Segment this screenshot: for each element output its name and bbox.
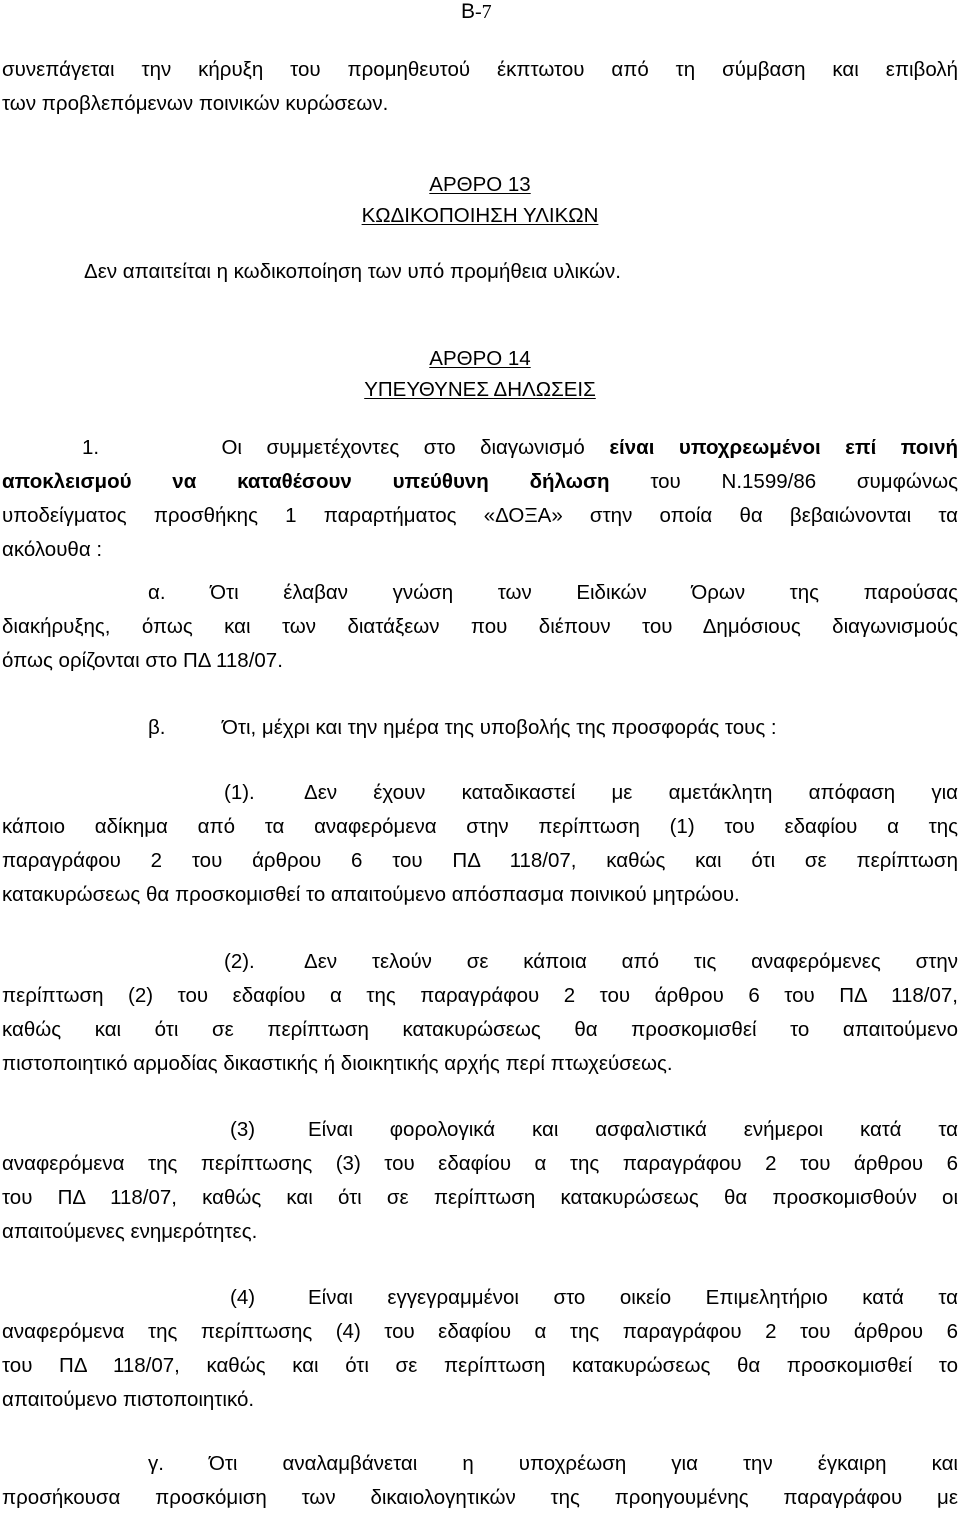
sub-item-1 — [2, 776, 958, 912]
sub-item-line: καθώς και ότι σε περίπτωση κατακυρώσεως θα προσκομισθεί το απαιτούμενο — [2, 1018, 958, 1041]
clause-line: διακήρυξης, όπως και των διατάξεων που διέπουν του Δημόσιους διαγωνισμούς — [2, 615, 958, 638]
bold-text: είναι υποχρεωμένοι επί ποινή — [609, 436, 959, 459]
clause-label: β. — [148, 716, 166, 739]
article-13-text: Δεν απαιτείται η κωδικοποίηση των υπό προμήθεια υλικών. — [84, 260, 621, 283]
clause-alpha — [2, 576, 958, 678]
paragraph-text: του Ν.1599/86 συμφώνως — [650, 470, 958, 493]
sub-item-label: (1). — [224, 781, 255, 804]
article-14-subtitle: ΥΠΕΥΘΥΝΕΣ ΔΗΛΩΣΕΙΣ — [364, 378, 596, 401]
sub-item-label: (3) — [230, 1118, 256, 1141]
clause-line: όπως ορίζονται στο ΠΔ 118/07. — [2, 649, 283, 672]
clause-line: γ. Ότι αναλαμβάνεται η υποχρέωση για την έγκαιρη και — [148, 1452, 958, 1475]
sub-item-line: παραγράφου 2 του άρθρου 6 του ΠΔ 118/07, καθώς και ότι σε περίπτωση — [2, 849, 958, 872]
sub-item-line: κατακυρώσεως θα προσκομισθεί το απαιτούμενο απόσπασμα ποινικού μητρώου. — [2, 883, 740, 906]
sub-item-line: αναφερόμενα της περίπτωσης (4) του εδαφίου α της παραγράφου 2 του άρθρου 6 — [2, 1320, 958, 1343]
sub-item-label: (2). — [224, 950, 255, 973]
article-13-title: ΑΡΘΡΟ 13 — [429, 173, 531, 196]
intro-line: των προβλεπόμενων ποινικών κυρώσεων. — [2, 92, 389, 115]
sub-item-line: του ΠΔ 118/07, καθώς και ότι σε περίπτωση κατακυρώσεως θα προσκομισθεί το — [2, 1354, 958, 1377]
page-number: Β-7 — [461, 0, 492, 23]
bold-text: αποκλεισμού να καταθέσουν υπεύθυνη δήλωση — [2, 470, 610, 493]
paragraph-line: υποδείγματος προσθήκης 1 παραρτήματος «ΔΟΞΑ» στην οποία θα βεβαιώνονται τα — [2, 504, 958, 527]
sub-item-line: πιστοποιητικό αρμοδίας δικαστικής ή διοικητικής αρχής περί πτωχεύσεως. — [2, 1052, 673, 1075]
sub-item-line — [2, 1281, 958, 1315]
article-14-title: ΑΡΘΡΟ 14 — [429, 347, 531, 370]
paragraph-number: 1. — [82, 436, 100, 459]
intro-paragraph — [2, 53, 958, 121]
sub-item-text: Δεν τελούν σε κάποια από τις αναφερόμενες στην — [304, 950, 958, 973]
paragraph-line — [2, 465, 958, 499]
clause-beta — [2, 711, 958, 745]
sub-item-line: κάποιο αδίκημα από τα αναφερόμενα στην περίπτωση (1) του εδαφίου α της — [2, 815, 958, 838]
sub-item-label: (4) — [230, 1286, 256, 1309]
sub-item-line: απαιτούμενες ενημερότητες. — [2, 1220, 258, 1243]
article-14-paragraph-1 — [2, 431, 958, 567]
sub-item-line — [2, 945, 958, 979]
clause-line: α. Ότι έλαβαν γνώση των Ειδικών Όρων της παρούσας — [148, 581, 958, 604]
paragraph-text: Οι συμμετέχοντες στο διαγωνισμό — [221, 436, 585, 459]
clause-text: Ότι, μέχρι και την ημέρα της υποβολής της προσφοράς τους : — [222, 716, 777, 739]
clause-gamma — [2, 1447, 958, 1515]
sub-item-line: του ΠΔ 118/07, καθώς και ότι σε περίπτωση κατακυρώσεως θα προσκομισθούν οι — [2, 1186, 958, 1209]
sub-item-line: αναφερόμενα της περίπτωσης (3) του εδαφίου α της παραγράφου 2 του άρθρου 6 — [2, 1152, 958, 1175]
sub-item-3 — [2, 1113, 958, 1249]
clause-line: προσήκουσα προσκόμιση των δικαιολογητικών της προηγουμένης παραγράφου με — [2, 1486, 958, 1509]
sub-item-text: Είναι φορολογικά και ασφαλιστικά ενήμεροι κατά τα — [308, 1118, 958, 1141]
paragraph-line: ακόλουθα : — [2, 538, 103, 561]
sub-item-2 — [2, 945, 958, 1081]
intro-line: συνεπάγεται την κήρυξη του προμηθευτού έκπτωτου από τη σύμβαση και επιβολή — [2, 58, 958, 81]
article-13-subtitle: ΚΩΔΙΚΟΠΟΙΗΣΗ ΥΛΙΚΩΝ — [361, 204, 599, 227]
sub-item-text: Είναι εγγεγραμμένοι στο οικείο Επιμελητήριο κατά τα — [308, 1286, 958, 1309]
sub-item-line — [2, 776, 958, 810]
sub-item-line: περίπτωση (2) του εδαφίου α της παραγράφου 2 του άρθρου 6 του ΠΔ 118/07, — [2, 984, 958, 1007]
sub-item-text: Δεν έχουν καταδικαστεί με αμετάκλητη απόφαση για — [304, 781, 958, 804]
sub-item-4 — [2, 1281, 958, 1417]
sub-item-line: απαιτούμενο πιστοποιητικό. — [2, 1388, 255, 1411]
paragraph-line — [2, 431, 958, 465]
sub-item-line — [2, 1113, 958, 1147]
